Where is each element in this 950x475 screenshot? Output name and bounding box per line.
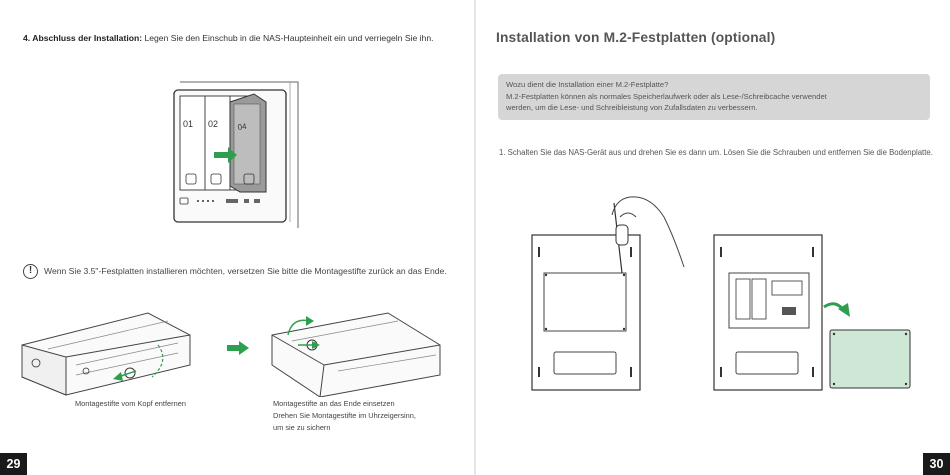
- caption-line: um sie zu sichern: [273, 423, 331, 432]
- tray-insert-pins-illustration: [268, 305, 443, 397]
- bay-label: 01: [183, 119, 194, 129]
- arrow-right-icon: [227, 341, 249, 355]
- info-question: Wozu dient die Installation einer M.2-Festplatte?: [506, 80, 669, 89]
- bay-label: 02: [208, 119, 219, 129]
- page-right: [476, 0, 950, 475]
- info-answer-line: M.2-Festplatten können als normales Speicherlaufwerk oder als Lese-/Schreibcache verwendet: [506, 91, 827, 101]
- step-1-text: 1. Schalten Sie das NAS-Gerät aus und drehen Sie es dann um. Lösen Sie die Schrauben und entfernen Sie die Bodenplatte.: [499, 148, 933, 157]
- bottom-plate: [830, 330, 910, 388]
- caption-insert-pins: [273, 398, 463, 434]
- caption-line: Drehen Sie Montagestifte im Uhrzeigersinn,: [273, 411, 416, 420]
- page-number: 29: [0, 453, 27, 475]
- page-left: [0, 0, 474, 475]
- section-title: Installation von M.2-Festplatten (optional): [496, 30, 776, 45]
- caption-line: Montagestifte an das Ende einsetzen: [273, 399, 395, 408]
- page-number: 30: [923, 453, 950, 475]
- step-4-heading: 4. Abschluss der Installation:: [23, 33, 143, 43]
- remove-bottom-plate-illustration: [524, 195, 924, 395]
- step-4-paragraph: [23, 32, 463, 44]
- caption-remove-pins: Montagestifte vom Kopf entfernen: [75, 399, 186, 408]
- info-box: [498, 74, 930, 120]
- note-text: Wenn Sie 3.5"-Festplatten installieren möchten, versetzen Sie bitte die Montagestifte zurück an das Ende.: [44, 266, 447, 276]
- info-answer-line: werden, um die Lese- und Schreibleistung von Zufallsdaten zu verbessern.: [506, 103, 758, 112]
- tray-remove-pins-illustration: [18, 305, 193, 397]
- step-4-text: Legen Sie den Einschub in die NAS-Haupteinheit ein und verriegeln Sie ihn.: [144, 33, 434, 43]
- nas-insert-illustration: [170, 80, 310, 230]
- bay-label: 04: [237, 121, 248, 132]
- warning-icon: !: [23, 264, 38, 279]
- note-box: [23, 263, 453, 293]
